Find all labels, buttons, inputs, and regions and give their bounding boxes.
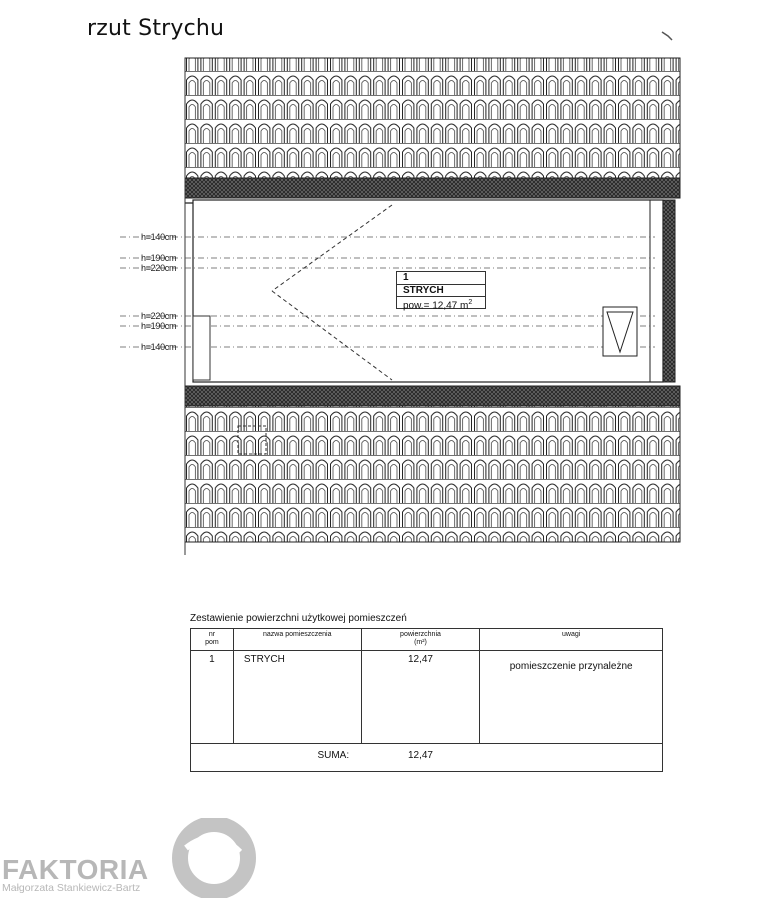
cell-nazwa: STRYCH (233, 651, 361, 744)
gable-wall-right (663, 200, 675, 382)
room-label (396, 271, 486, 312)
cell-powierzchnia: 12,47 (361, 651, 480, 744)
wall-band-bottom (185, 386, 680, 406)
height-mark-bottom-3: h=140cm (141, 342, 177, 352)
room-area: pow.= 12,47 $m^2$ (403, 299, 473, 312)
header-nazwa: nazwa pomieszczenia (233, 629, 361, 651)
logo-subtitle: Małgorzata Stankiewicz-Bartz (2, 882, 141, 894)
area-table (190, 628, 663, 772)
logo-name: FAKTORIA (2, 854, 149, 885)
height-mark-top-1: h=140cm (141, 232, 177, 242)
table-sum-row (191, 744, 663, 772)
height-mark-top-2: h=190cm (141, 253, 177, 263)
height-mark-top-3: h=220cm (141, 263, 177, 273)
sum-value: 12,47 (361, 744, 480, 772)
header-powierzchnia: powierzchnia (m²) (361, 629, 480, 651)
header-nr: nr pom (191, 629, 234, 651)
height-mark-bottom-1: h=220cm (141, 311, 177, 321)
header-uwagi: uwagi (480, 629, 663, 651)
sum-label: SUMA: (233, 744, 361, 772)
cell-nr: 1 (191, 651, 234, 744)
room-number: 1 (397, 272, 485, 285)
table-row (191, 651, 663, 744)
wall-band-top (185, 178, 680, 198)
table-header-row (191, 629, 663, 651)
page-title: rzut Strychu (87, 16, 225, 41)
table-caption: Zestawienie powierzchni użytkowej pomieszczeń (190, 613, 407, 624)
height-mark-bottom-2: h=190cm (141, 321, 177, 331)
roof-tiles-top (185, 58, 680, 178)
cell-uwagi: pomieszczenie przynależne (480, 651, 663, 744)
room-name: STRYCH (397, 285, 485, 298)
